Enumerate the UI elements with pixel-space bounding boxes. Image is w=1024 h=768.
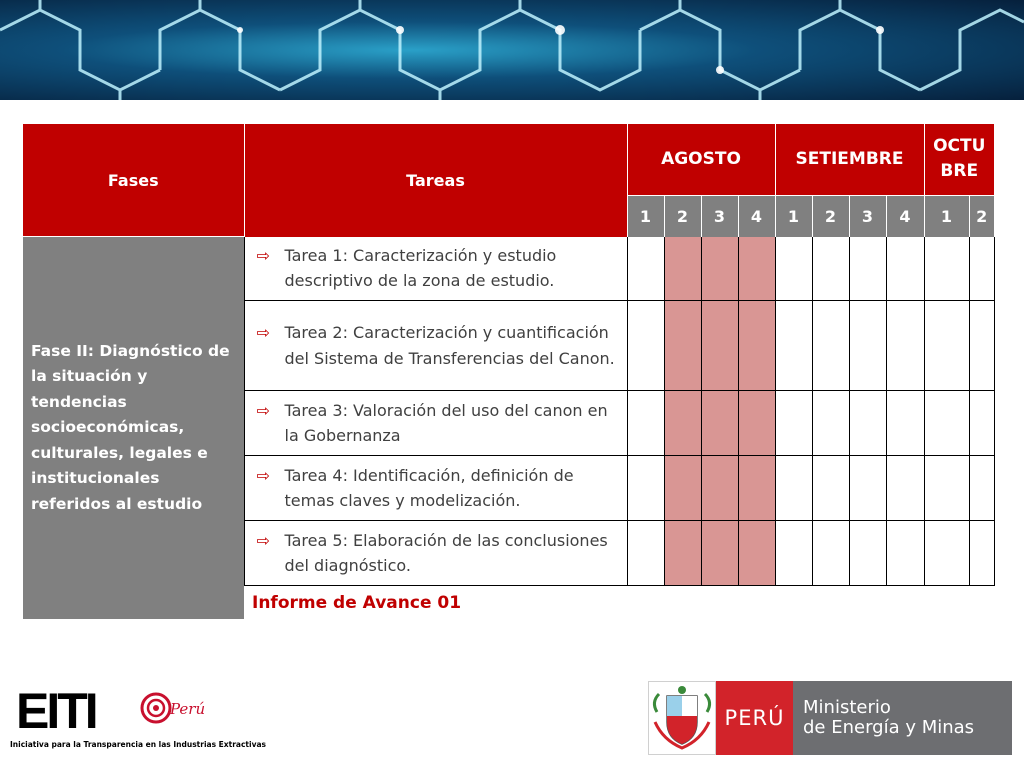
gantt-cell — [627, 301, 664, 391]
week-cell: 2 — [969, 195, 994, 237]
task-label: Tarea 2: Caracterización y cuantificación del Sistema de Transferencias del Canon. — [284, 323, 615, 368]
gantt-cell — [886, 456, 924, 521]
gantt-cell-active — [664, 456, 701, 521]
gantt-cell — [924, 391, 969, 456]
hexagon-network-pattern — [0, 0, 1024, 100]
month-september: SETIEMBRE — [775, 124, 924, 195]
gantt-cell-active — [738, 301, 775, 391]
eiti-peru-logo — [10, 684, 220, 738]
week-cell: 1 — [627, 195, 664, 237]
report-label: Informe de Avance 01 — [252, 592, 462, 613]
gantt-cell-active — [664, 237, 701, 301]
gantt-cell-active — [664, 301, 701, 391]
eiti-wordmark — [16, 684, 96, 734]
peru-logo-text: Perú — [170, 700, 206, 718]
month-august: AGOSTO — [627, 124, 775, 195]
arrow-right-icon: ⇨ — [256, 245, 270, 265]
week-cell: 4 — [886, 195, 924, 237]
gantt-cell — [775, 237, 812, 301]
gantt-cell — [886, 391, 924, 456]
gantt-cell — [969, 237, 994, 301]
week-cell: 3 — [701, 195, 738, 237]
gantt-cell — [812, 391, 849, 456]
task-cell — [244, 391, 627, 456]
gantt-cell — [886, 521, 924, 586]
gantt-cell — [627, 456, 664, 521]
week-cell: 4 — [738, 195, 775, 237]
header-banner-image — [0, 0, 1024, 100]
gantt-cell — [849, 521, 886, 586]
arrow-right-icon: ⇨ — [256, 323, 270, 342]
gantt-cell — [775, 521, 812, 586]
task-cell — [244, 301, 627, 391]
gantt-cell — [969, 391, 994, 456]
gantt-cell — [849, 456, 886, 521]
header-phases: Fases — [23, 124, 244, 237]
eiti-caption: Iniciativa para la Transparencia en las Industrias Extractivas — [10, 740, 266, 749]
week-cell: 3 — [849, 195, 886, 237]
gantt-cell — [886, 301, 924, 391]
task-label: Tarea 4: Identificación, definición de temas claves y modelización. — [284, 465, 574, 510]
gantt-cell — [886, 237, 924, 301]
gantt-cell — [924, 301, 969, 391]
task-label: Tarea 1: Caracterización y estudio descriptivo de la zona de estudio. — [284, 245, 557, 291]
gantt-cell — [775, 391, 812, 456]
phase-cell: Fase II: Diagnóstico de la situación y tendencias socioeconómicas, culturales, legales e institucionales referidos al estudio — [23, 237, 244, 620]
gantt-cell-active — [701, 456, 738, 521]
week-cell: 1 — [775, 195, 812, 237]
arrow-right-icon: ⇨ — [256, 465, 270, 485]
gantt-cell-active — [738, 456, 775, 521]
gantt-cell — [627, 237, 664, 301]
ministry-name — [793, 681, 1012, 755]
gantt-cell — [812, 237, 849, 301]
gantt-cell — [627, 391, 664, 456]
gantt-cell — [849, 391, 886, 456]
gantt-cell — [969, 456, 994, 521]
gantt-cell-active — [701, 237, 738, 301]
gantt-cell — [849, 301, 886, 391]
ministry-line-1: Ministerio — [803, 697, 891, 718]
gantt-cell — [775, 456, 812, 521]
peru-coat-of-arms-icon — [648, 681, 716, 755]
task-label: Tarea 3: Valoración del uso del canon en la Gobernanza — [284, 400, 608, 445]
gantt-cell — [627, 521, 664, 586]
gantt-cell — [849, 237, 886, 301]
task-cell — [244, 456, 627, 521]
arrow-right-icon: ⇨ — [256, 400, 270, 420]
week-cell: 1 — [924, 195, 969, 237]
gantt-cell — [969, 301, 994, 391]
gantt-cell-active — [701, 301, 738, 391]
gantt-cell-active — [738, 521, 775, 586]
gantt-cell — [775, 301, 812, 391]
peru-brand-icon — [142, 694, 170, 722]
ministry-line-2: de Energía y Minas — [803, 717, 975, 738]
gantt-cell — [812, 456, 849, 521]
gantt-cell — [924, 237, 969, 301]
gantt-cell-active — [738, 391, 775, 456]
task-cell — [244, 521, 627, 586]
gantt-cell — [812, 301, 849, 391]
ministry-logo — [648, 681, 1012, 755]
week-cell: 2 — [664, 195, 701, 237]
week-cell: 2 — [812, 195, 849, 237]
gantt-cell — [924, 456, 969, 521]
peru-label: PERÚ — [716, 681, 793, 755]
task-cell — [244, 237, 627, 301]
task-label: Tarea 5: Elaboración de las conclusiones del diagnóstico. — [284, 530, 608, 575]
gantt-cell — [969, 521, 994, 586]
table-row — [23, 237, 994, 301]
eiti-logo-text: EITI — [16, 684, 96, 734]
gantt-cell-active — [738, 237, 775, 301]
gantt-cell-active — [701, 521, 738, 586]
gantt-cell-active — [664, 521, 701, 586]
gantt-cell-active — [664, 391, 701, 456]
month-october: OCTU BRE — [924, 124, 994, 195]
arrow-right-icon: ⇨ — [256, 530, 270, 550]
header-tasks: Tareas — [244, 124, 627, 237]
gantt-cell — [812, 521, 849, 586]
gantt-cell-active — [701, 391, 738, 456]
schedule-table — [23, 124, 995, 619]
gantt-cell — [924, 521, 969, 586]
